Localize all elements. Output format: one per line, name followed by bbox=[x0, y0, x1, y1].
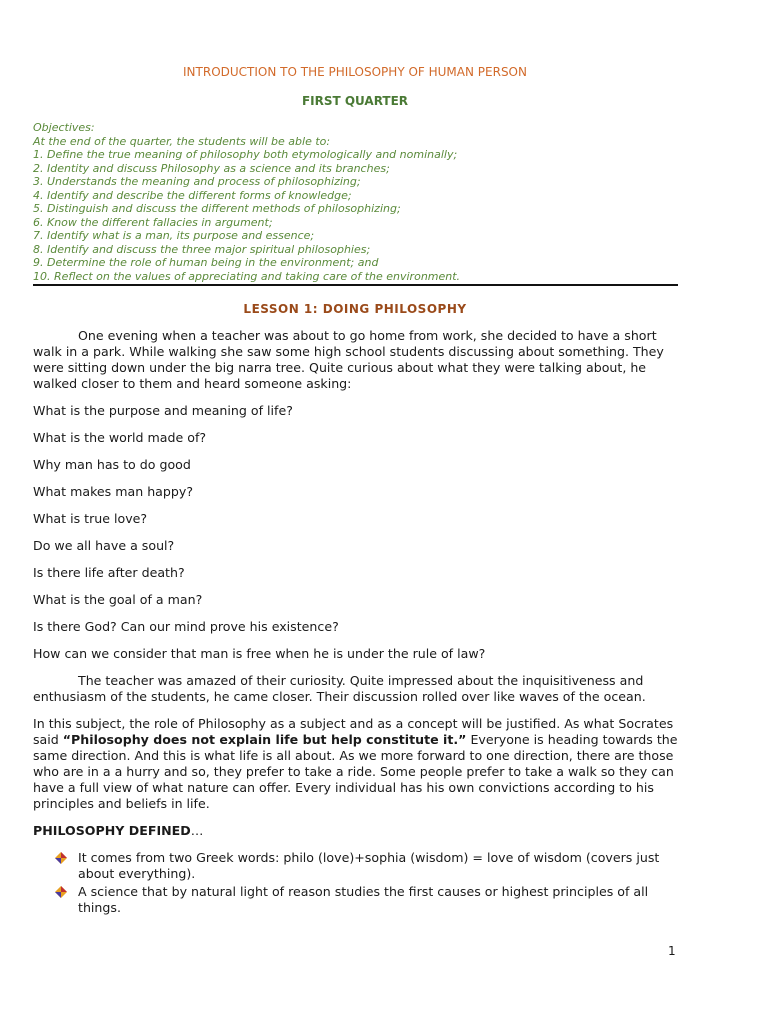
subject-paragraph-start: In this subject, the role of Philosophy as a subject and as a concept will be justified. As what Socrates said bbox=[33, 716, 674, 747]
lesson-title: LESSON 1: DOING PHILOSOPHY bbox=[243, 302, 467, 316]
socrates-quote: “Philosophy does not explain life but help constitute it.” bbox=[62, 732, 467, 747]
subject-paragraph-end: Everyone is heading towards the same direction. And this is what life is all about. As we more forward to one direction, there are those who are in a a hurry and so, they prefer to take a ride. Some people prefer to take a walk so they can have a full view of what nature can offer. Every individual has his own convictions according to his principles and beliefs in life. bbox=[33, 732, 678, 811]
horizontal-rule bbox=[33, 284, 678, 286]
objectives-line: 3. Understands the meaning and process of philosophizing; bbox=[33, 175, 361, 188]
question-line: What is the goal of a man? bbox=[33, 592, 203, 607]
diamond-bullet-icon bbox=[55, 886, 67, 898]
definition-text: It comes from two Greek words: philo (love)+sophia (wisdom) = love of wisdom (covers just about everything). bbox=[78, 850, 660, 881]
defined-ellipsis: … bbox=[190, 823, 204, 838]
objectives-line: 10. Reflect on the values of appreciating and taking care of the environment. bbox=[33, 269, 461, 283]
amazed-paragraph: The teacher was amazed of their curiosity. Quite impressed about the inquisitiveness and enthusiasm of the students, he came closer. Their discussion rolled over like waves of the ocean. bbox=[33, 673, 646, 704]
objectives-block bbox=[33, 121, 683, 283]
question-line: Do we all have a soul? bbox=[33, 538, 175, 553]
objectives-line: 4. Identify and describe the different forms of knowledge; bbox=[33, 188, 352, 202]
question-line: What is the purpose and meaning of life? bbox=[33, 403, 293, 418]
objectives-line: 5. Distinguish and discuss the different methods of philosophizing; bbox=[33, 202, 401, 215]
diamond-bullet-icon bbox=[55, 852, 67, 864]
objectives-line: 6. Know the different fallacies in argument; bbox=[33, 215, 273, 229]
objectives-line: 1. Define the true meaning of philosophy both etymologically and nominally; bbox=[33, 148, 458, 161]
page-number: 1 bbox=[668, 944, 676, 958]
list-item bbox=[33, 850, 683, 882]
lesson-body bbox=[33, 328, 683, 918]
objectives-line: 2. Identity and discuss Philosophy as a science and its branches; bbox=[33, 161, 390, 175]
question-line: What is true love? bbox=[33, 511, 148, 526]
question-line: Is there God? Can our mind prove his existence? bbox=[33, 619, 339, 634]
definition-list bbox=[33, 850, 683, 916]
intro-paragraph: One evening when a teacher was about to go home from work, she decided to have a short walk in a park. While walking she saw some high school students discussing about something. They were sitting down under the big narra tree. Quite curious about what they were talking about, he walked closer to them and heard someone asking: bbox=[33, 328, 664, 391]
question-line: How can we consider that man is free when he is under the rule of law? bbox=[33, 646, 486, 661]
defined-heading: PHILOSOPHY DEFINED bbox=[33, 823, 191, 838]
subject-paragraph bbox=[33, 716, 683, 812]
quarter-heading: FIRST QUARTER bbox=[301, 94, 409, 108]
objectives-line: 8. Identify and discuss the three major spiritual philosophies; bbox=[33, 242, 371, 256]
question-line: What is the world made of? bbox=[33, 430, 207, 445]
objectives-line: At the end of the quarter, the students will be able to: bbox=[33, 134, 331, 148]
question-line: Why man has to do good bbox=[33, 457, 191, 472]
document-title: INTRODUCTION TO THE PHILOSOPHY OF HUMAN PERSON bbox=[183, 65, 527, 79]
objectives-line: Objectives: bbox=[33, 121, 95, 134]
question-line: What makes man happy? bbox=[33, 484, 194, 499]
list-item bbox=[33, 884, 683, 916]
objectives-line: 9. Determine the role of human being in the environment; and bbox=[33, 256, 379, 269]
objectives-line: 7. Identify what is a man, its purpose and essence; bbox=[33, 229, 315, 242]
question-line: Is there life after death? bbox=[33, 565, 185, 580]
definition-text: A science that by natural light of reason studies the first causes or highest principles of all things. bbox=[78, 884, 649, 915]
defined-heading-line bbox=[33, 823, 683, 839]
